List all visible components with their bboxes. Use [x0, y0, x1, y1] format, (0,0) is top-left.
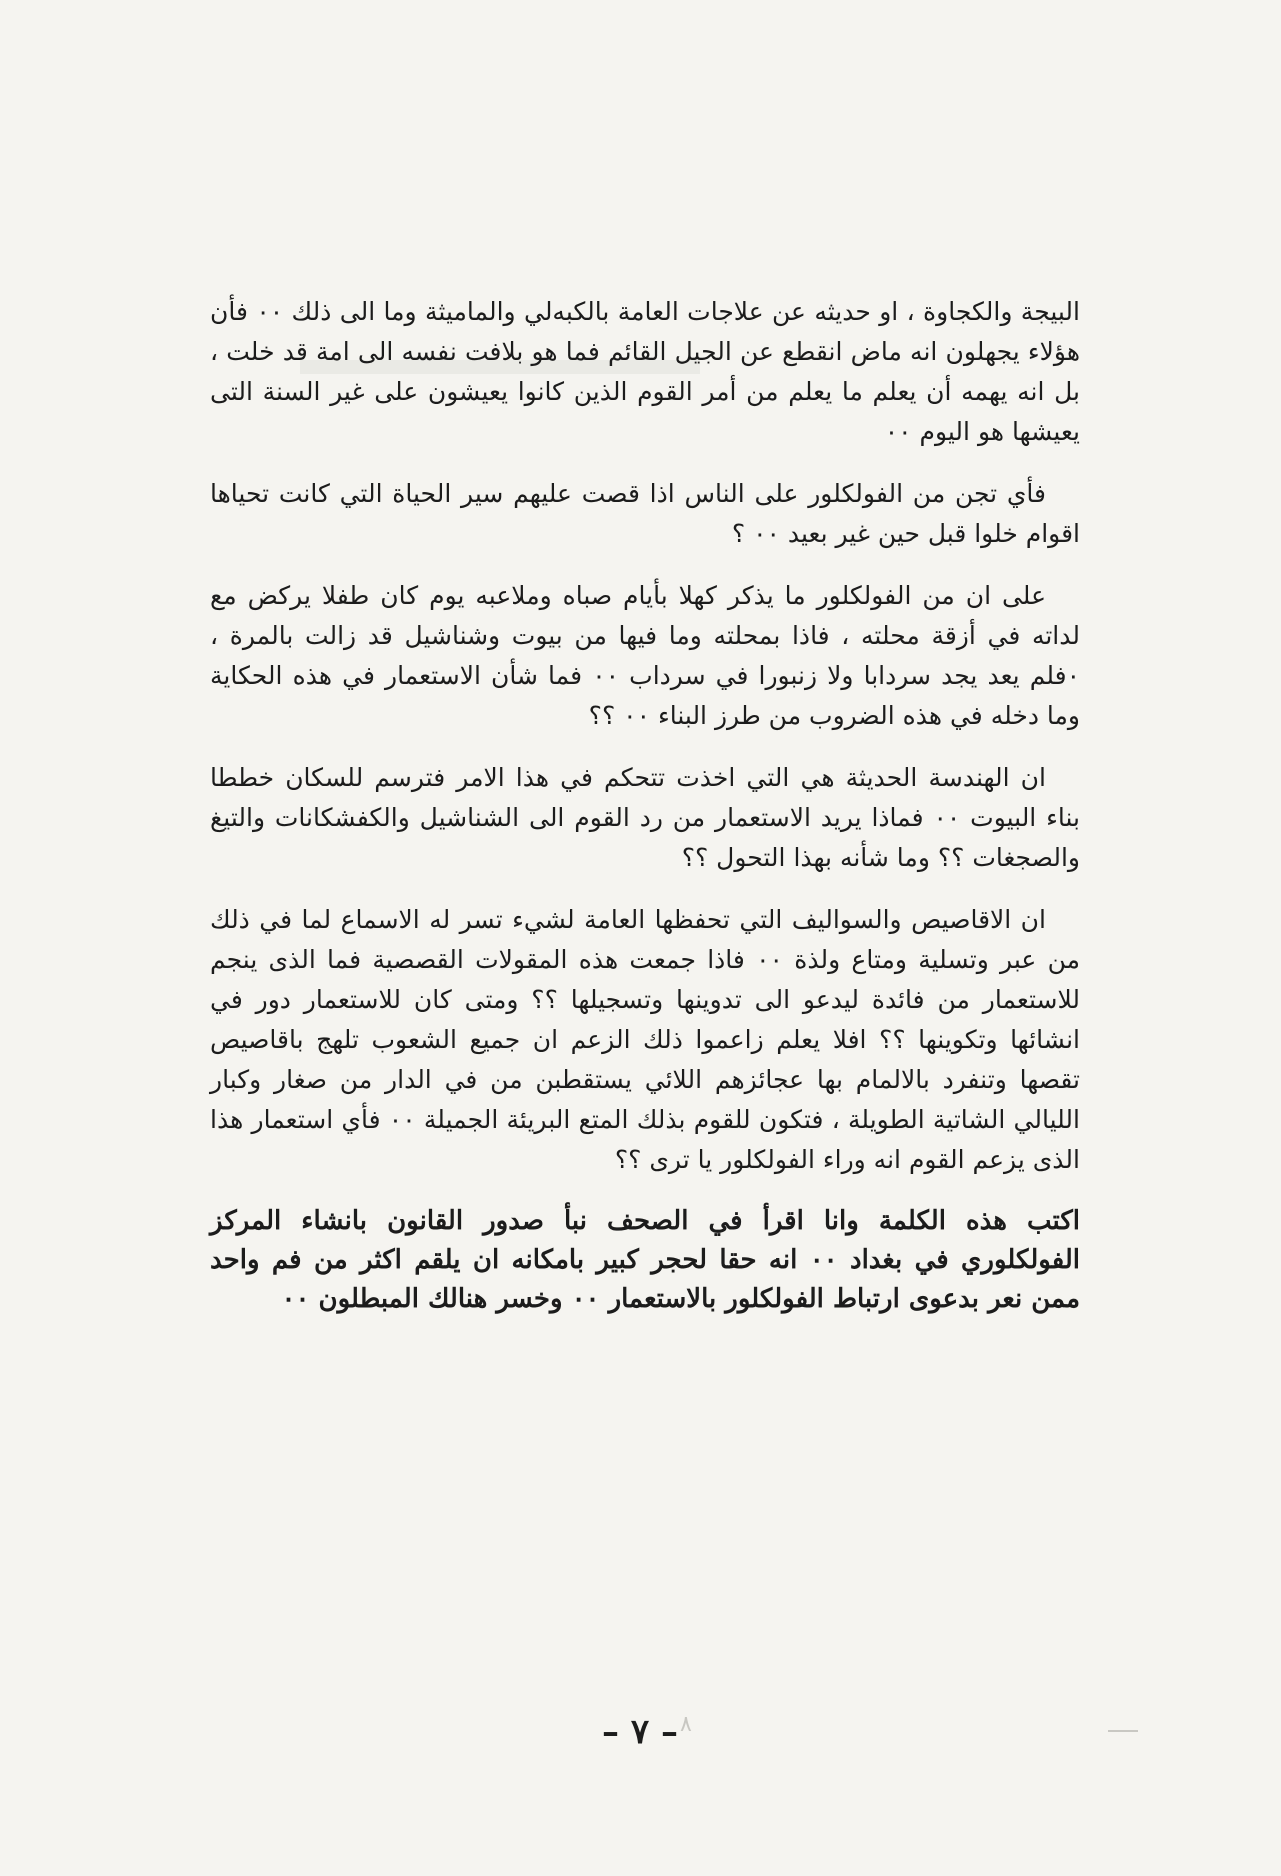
paragraph: فأي تجن من الفولكلور على الناس اذا قصت عليهم سير الحياة التي كانت تحياها اقوام خلوا قبل حين غير بعيد ٠٠ ؟	[210, 479, 1080, 548]
page-number: – ٧ –	[602, 1712, 678, 1752]
edge-mark	[1108, 1730, 1138, 1732]
body-text	[210, 292, 1080, 1341]
paragraph: ان الهندسة الحديثة هي التي اخذت تتحكم في هذا الامر فترسم للسكان خططا بناء البيوت ٠٠ فماذا يريد الاستعمار من رد القوم الى الشناشيل والكفشكانات والتيغ والصجغات ؟؟ وما شأنه بهذا التحول ؟؟	[210, 763, 1080, 872]
paragraph: البيجة والكجاوة ، او حديثه عن علاجات العامة بالكبه‌لي والماميثة وما الى ذلك ٠٠ فأن هؤلاء يجهلون انه ماض انقطع عن الجيل القائم فما هو بلافت نفسه الى امة قد خلت ، بل انه يهمه أن يعلم ما يعلم من أمر القوم الذين كانوا يعيشون على غير السنة التى يعيشها هو اليوم ٠٠	[210, 297, 1080, 446]
bleed-through-page-number: ٨	[680, 1712, 692, 1737]
paragraph: ان الاقاصيص والسواليف التي تحفظها العامة لشيء تسر له الاسماع لما في ذلك من عبر وتسلية ومتاع ولذة ٠٠ فاذا جمعت هذه المقولات القصصية فما الذى ينجم للاستعمار من فائدة ليدعو الى تدوينها وتسجيلها ؟؟ ومتى كان للاستعمار دور في انشائها وتكوينها ؟؟ افلا يعلم زاعموا ذلك الزعم ان جميع الشعوب تلهج باقاصيص تقصها وتنفرد بالالمام بها عجائزهم اللائي يستقطبن من في الدار من صغار وكبار الليالي الشاتية الطويلة ، فتكون للقوم بذلك المتع البريئة الجميلة ٠٠ فأي استعمار هذا الذى يزعم القوم انه وراء الفولكلور يا ترى ؟؟	[210, 905, 1080, 1174]
closing-paragraph: اكتب هذه الكلمة وانا اقرأ في الصحف نبأ صدور القانون بانشاء المركز الفولكلوري في بغداد ٠٠ انه حقا لحجر كبير بامكانه ان يلقم اكثر من فم واحد ممن نعر بدعوى ارتباط الفولكلور بالاستعمار ٠٠ وخسر هنالك المبطلون ٠٠	[210, 1206, 1080, 1314]
paragraph: على ان من الفولكلور ما يذكر كهلا بأيام صباه وملاعبه يوم كان طفلا يركض مع لداته في أزقة محلته ، فاذا بمحلته وما فيها من بيوت وشناشيل قد زالت بالمرة ، ٠فلم يعد يجد سردابا ولا زنبورا في سرداب ٠٠ فما شأن الاستعمار في هذه الحكاية وما دخله في هذه الضروب من طرز البناء ٠٠ ؟؟	[210, 581, 1080, 730]
